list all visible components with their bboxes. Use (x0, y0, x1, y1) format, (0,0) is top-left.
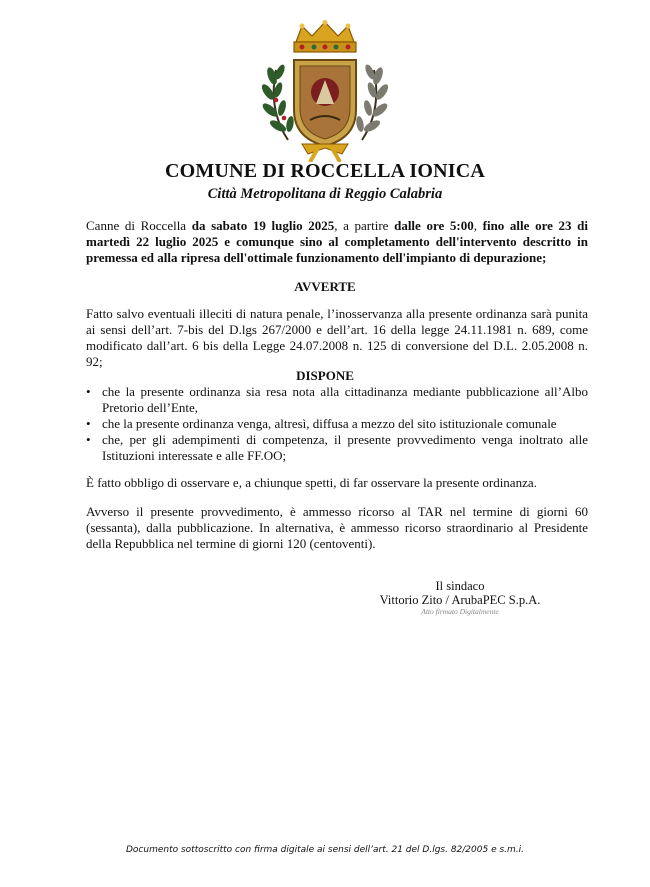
list-item: • che la presente ordinanza sia resa nota alla cittadinanza mediante pubblicazione all’Albo Pretorio dell’Ente, (86, 384, 588, 416)
crown-icon (294, 20, 356, 52)
laurel-branch-left (260, 63, 295, 140)
obbligo-paragraph: È fatto obbligo di osservare e, a chiunque spetti, di far osservare la presente ordinanza. (86, 475, 537, 490)
signature-name: Vittorio Zito / ArubaPEC S.p.A. (379, 593, 541, 607)
intro-paragraph: Canne di Roccella da sabato 19 luglio 2025, a partire dalle ore 5:00, fino alle ore 23 di martedì 22 luglio 2025 e comunque sino al completamento dell'intervento descritto in premessa ed alla ripresa dell'ottimale funzionamento dell'impianto di depurazione; (86, 218, 588, 265)
digital-signature-stamp: Atto firmato Digitalmente (421, 607, 499, 616)
list-item: • che la presente ordinanza venga, altresì, diffusa a mezzo del sito istituzionale comunale (86, 416, 588, 432)
list-item: • che, per gli adempimenti di competenza, il presente provvedimento venga inoltrato alle Istituzioni interessate e alle FF.OO; (86, 432, 588, 464)
coat-of-arms-icon (258, 20, 392, 162)
dispone-list (86, 384, 588, 464)
footer-note: Documento sottoscritto con firma digitale ai sensi dell’art. 21 del D.lgs. 82/2005 e s.m.i. (125, 845, 525, 855)
avverte-paragraph: Fatto salvo eventuali illeciti di natura penale, l’inosservanza alla presente ordinanza sarà punita ai sensi dell’art. 7-bis del D.lgs 267/2000 e dell’art. 16 della legge 24.11.1981 n. 689, come modificato dall’art. 6 bis della Legge 24.07.2008 n. 125 di conversione del D.L. 2.05.2008 n. 92; (86, 306, 588, 369)
olive-branch-right (355, 63, 390, 140)
municipality-title: COMUNE DI ROCCELLA IONICA (164, 160, 486, 182)
municipality-subtitle: Città Metropolitana di Reggio Calabria (207, 186, 443, 202)
avverte-heading: AVVERTE (294, 279, 356, 294)
shield-icon (294, 60, 356, 146)
dispone-heading: DISPONE (296, 368, 354, 383)
signature-role: Il sindaco (435, 579, 485, 593)
ricorso-paragraph: Avverso il presente provvedimento, è ammesso ricorso al TAR nel termine di giorni 60 (sessanta), dalla pubblicazione. In alternativa, è ammesso ricorso straordinario al Presidente della Repubblica nel termine di giorni 120 (centoventi). (86, 504, 588, 551)
